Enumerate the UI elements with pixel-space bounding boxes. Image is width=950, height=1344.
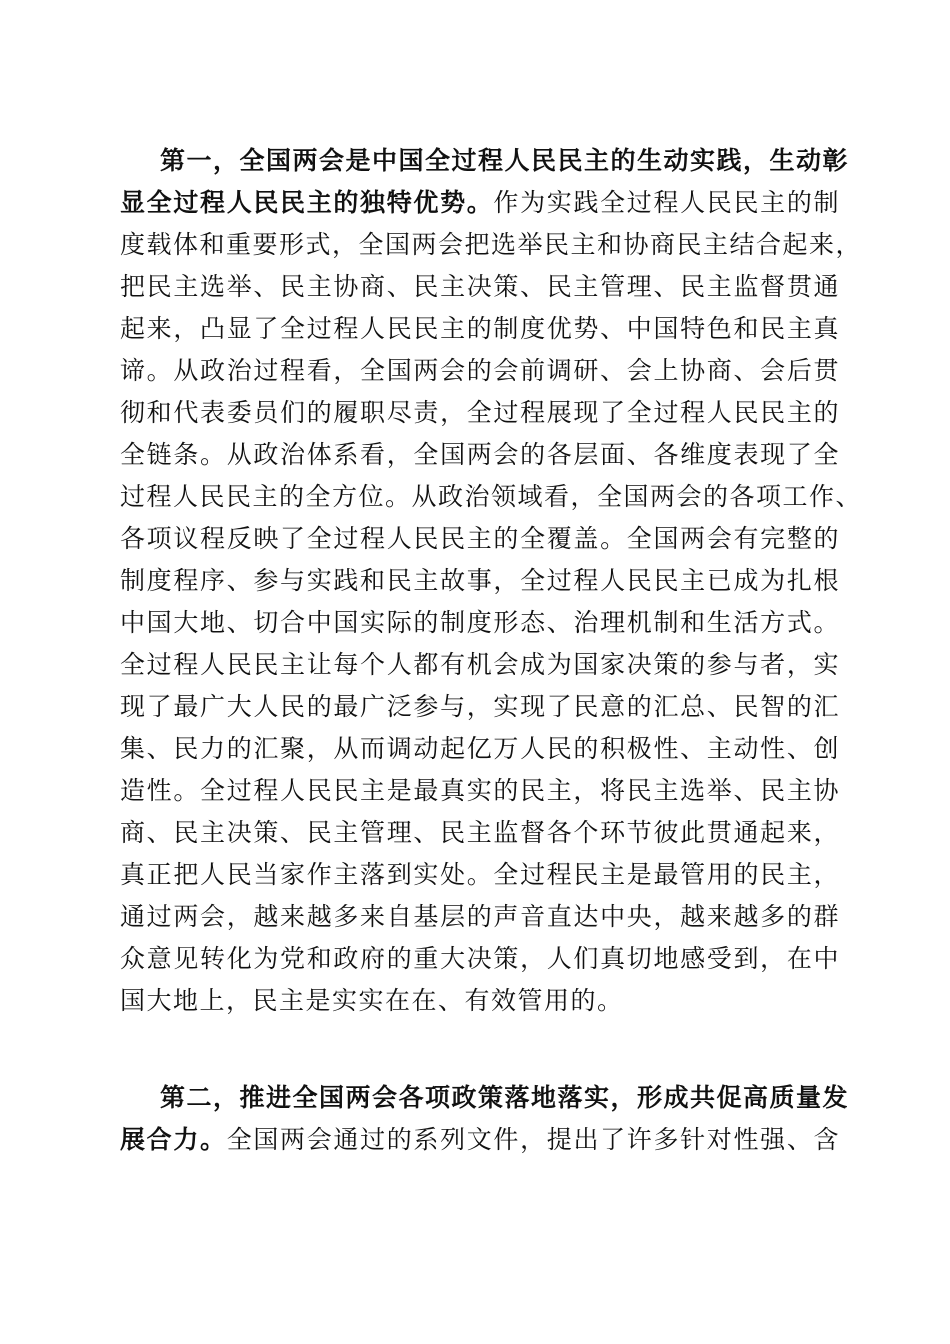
paragraph-1-line-3 — [120, 224, 863, 266]
paragraph-1-line-17 — [120, 812, 840, 854]
body-text: 起来，凸显了全过程人民民主的制度优势、中国特色和民主真 — [120, 314, 840, 343]
body-text: 制度程序、参与实践和民主故事，全过程人民民主已成为扎根 — [120, 566, 840, 595]
body-text: 过程人民民主的全方位。从政治领域看，全国两会的各项工作、 — [120, 482, 863, 511]
body-text: 现了最广大人民的最广泛参与，实现了民意的汇总、民智的汇 — [120, 692, 840, 721]
body-text: 各项议程反映了全过程人民民主的全覆盖。全国两会有完整的 — [120, 524, 840, 553]
paragraph-1-line-2 — [120, 182, 840, 224]
body-text: 国大地上，民主是实实在在、有效管用的。 — [120, 986, 624, 1015]
body-text: 全国两会通过的系列文件，提出了许多针对性强、含 — [226, 1125, 840, 1154]
body-text: 造性。全过程人民民主是最真实的民主，将民主选举、民主协 — [120, 776, 840, 805]
paragraph-1-line-7 — [120, 392, 840, 434]
paragraph-1-line-18 — [120, 854, 840, 896]
heading-text: 第二，推进全国两会各项政策落地落实，形成共促高质量发 — [160, 1083, 850, 1112]
paragraph-1-line-10 — [120, 518, 840, 560]
paragraph-1-line-13 — [120, 644, 840, 686]
heading-text: 展合力。 — [120, 1125, 227, 1154]
paragraph-1-line-20 — [120, 938, 840, 980]
body-text: 度载体和重要形式，全国两会把选举民主和协商民主结合起来， — [120, 230, 863, 259]
paragraph-1-line-1 — [120, 140, 850, 182]
body-text: 作为实践全过程人民民主的制 — [493, 188, 840, 217]
paragraph-1-line-15 — [120, 728, 840, 770]
body-text: 谛。从政治过程看，全国两会的会前调研、会上协商、会后贯 — [120, 356, 840, 385]
body-text: 众意见转化为党和政府的重大决策，人们真切地感受到，在中 — [120, 944, 840, 973]
paragraph-1-line-21 — [120, 980, 840, 1022]
paragraph-1-line-19 — [120, 896, 840, 938]
paragraph-1-line-12 — [120, 602, 840, 644]
paragraph-1-line-16 — [120, 770, 840, 812]
paragraph-1-line-8 — [120, 434, 840, 476]
body-text: 全过程人民民主让每个人都有机会成为国家决策的参与者，实 — [120, 650, 840, 679]
paragraph-1-line-6 — [120, 350, 840, 392]
body-text: 集、民力的汇聚，从而调动起亿万人民的积极性、主动性、创 — [120, 734, 840, 763]
paragraph-1-line-9 — [120, 476, 863, 518]
body-text: 通过两会，越来越多来自基层的声音直达中央，越来越多的群 — [120, 902, 840, 931]
paragraph-1-line-11 — [120, 560, 840, 602]
body-text: 全链条。从政治体系看，全国两会的各层面、各维度表现了全 — [120, 440, 840, 469]
heading-text: 第一，全国两会是中国全过程人民民主的生动实践，生动彰 — [160, 146, 850, 175]
paragraph-2-line-2 — [120, 1119, 840, 1161]
paragraph-1-line-4 — [120, 266, 840, 308]
body-text: 把民主选举、民主协商、民主决策、民主管理、民主监督贯通 — [120, 272, 840, 301]
paragraph-1-line-14 — [120, 686, 840, 728]
body-text: 彻和代表委员们的履职尽责，全过程展现了全过程人民民主的 — [120, 398, 840, 427]
paragraph-1 — [120, 140, 863, 1022]
body-text: 商、民主决策、民主管理、民主监督各个环节彼此贯通起来， — [120, 818, 840, 847]
body-text: 真正把人民当家作主落到实处。全过程民主是最管用的民主， — [120, 860, 840, 889]
body-text: 中国大地、切合中国实际的制度形态、治理机制和生活方式。 — [120, 608, 840, 637]
paragraph-2 — [120, 1077, 850, 1161]
heading-text: 显全过程人民民主的独特优势。 — [120, 188, 494, 217]
paragraph-1-line-5 — [120, 308, 840, 350]
paragraph-2-line-1 — [120, 1077, 850, 1119]
